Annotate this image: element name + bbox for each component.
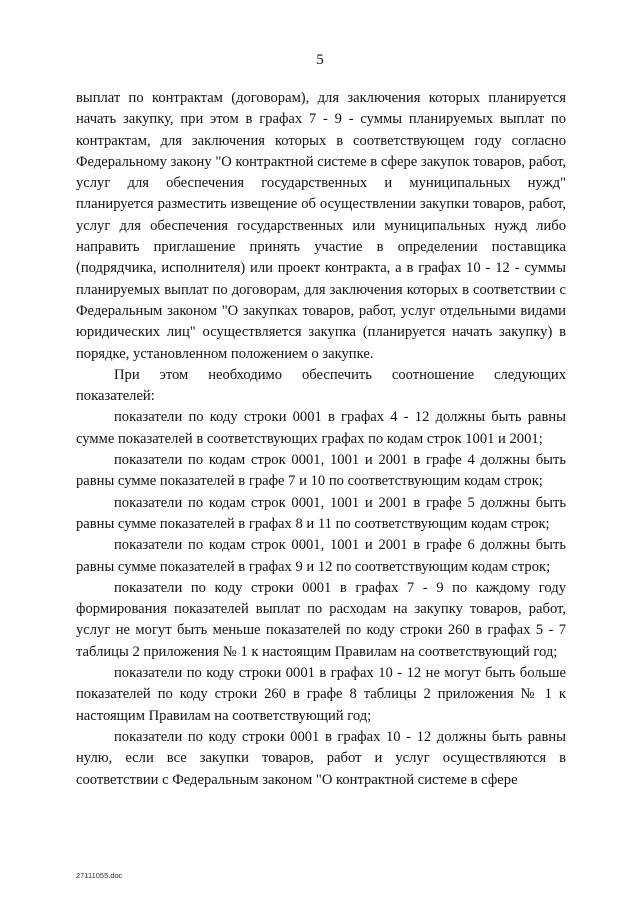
paragraph: показатели по кодам строк 0001, 1001 и 2001 в графе 4 должны быть равны сумме показателей в графе 7 и 10 по соответствующим кодам строк;	[76, 452, 566, 490]
paragraph: показатели по коду строки 0001 в графах 7 - 9 по каждому году формирования показателей выплат по расходам на закупку товаров, работ, услуг не могут быть меньше показателей по коду строки 260 в графах 5 - 7 таблицы 2 приложения № 1 к настоящим Правилам на соответствующий год;	[76, 579, 566, 660]
paragraph: выплат по контрактам (договорам), для заключения которых планируется начать закупку, при этом в графах 7 - 9 - суммы планируемых выплат по контрактам, для заключения которых в соответствующем году согласно Федеральному закону "О контрактной системе в сфере закупок товаров, работ, услуг для обеспечения государственных и муниципальных нужд" планируется разместить извещение об осуществлении закупки товаров, работ, услуг для обеспечения государственных или муниципальных нужд либо направить приглашение принять участие в определении поставщика (подрядчика, исполнителя) или проект контракта, а в графах 10 - 12 - суммы планируемых выплат по договорам, для заключения которых в соответствии с Федеральным законом "О закупках товаров, работ, услуг отдельными видами юридических лиц" осуществляется закупка (планируется начать закупку) в порядке, установленном положением о закупке.	[76, 90, 566, 362]
paragraph: показатели по коду строки 0001 в графах 10 - 12 не могут быть больше показателей по коду строки 260 в графе 8 таблицы 2 приложения № 1 к настоящим Правилам на соответствующий год;	[76, 665, 566, 724]
footer-filename: 27111055.doc	[76, 871, 123, 880]
document-body	[76, 88, 566, 791]
paragraph: При этом необходимо обеспечить соотношение следующих показателей:	[76, 366, 566, 405]
paragraph: показатели по кодам строк 0001, 1001 и 2001 в графе 5 должны быть равны сумме показателей в графах 8 и 11 по соответствующим кодам строк;	[76, 494, 566, 532]
paragraph: показатели по коду строки 0001 в графах 10 - 12 должны быть равны нулю, если все закупки товаров, работ и услуг осуществляются в соответствии с Федеральным законом "О контрактной системе в сфере	[76, 728, 566, 788]
page-number: 5	[316, 52, 324, 68]
paragraph: показатели по кодам строк 0001, 1001 и 2001 в графе 6 должны быть равны сумме показателей в графах 9 и 12 по соответствующим кодам строк;	[76, 537, 566, 575]
paragraph: показатели по коду строки 0001 в графах 4 - 12 должны быть равны сумме показателей в соответствующих графах по кодам строк 1001 и 2001;	[76, 409, 566, 447]
